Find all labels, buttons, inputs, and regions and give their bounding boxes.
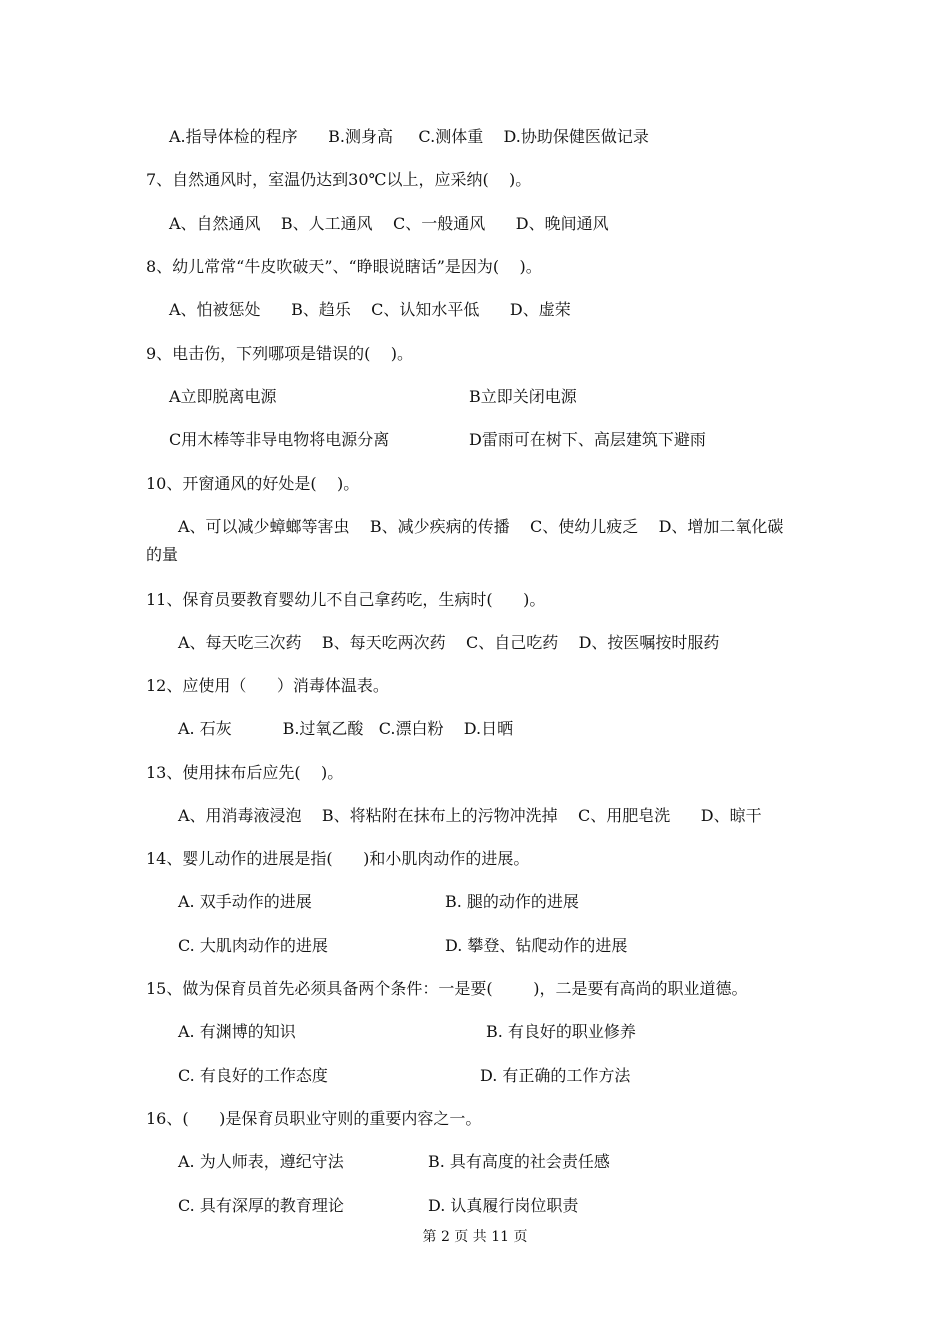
q16-option-d: D. 认真履行岗位职责 [428, 1196, 579, 1215]
q9-option-d: D雷雨可在树下、高层建筑下避雨 [469, 430, 706, 449]
q15-option-d: D. 有正确的工作方法 [480, 1066, 631, 1085]
q10-options-continued: 的量 [146, 545, 179, 564]
q8-options: A、怕被惩处 B、趋乐 C、认知水平低 D、虚荣 [169, 300, 571, 319]
q9-option-b: B立即关闭电源 [469, 387, 577, 406]
page-footer: 第 2 页 共 11 页 [422, 1229, 528, 1245]
question-13: 13、使用抹布后应先( )。 [146, 763, 344, 782]
q15-option-a: A. 有渊博的知识 [178, 1022, 296, 1041]
q11-options: A、每天吃三次药 B、每天吃两次药 C、自己吃药 D、按医嘱按时服药 [178, 633, 720, 652]
question-11: 11、保育员要教育婴幼儿不自己拿药吃，生病时( )。 [146, 590, 546, 609]
question-15: 15、做为保育员首先必须具备两个条件：一是要( )，二是要有高尚的职业道德。 [146, 979, 748, 998]
q10-options: A、可以减少蟑螂等害虫 B、减少疾病的传播 C、使幼儿疲乏 D、增加二氧化碳 [178, 517, 784, 536]
question-12: 12、应使用（ ）消毒体温表。 [146, 676, 389, 695]
q16-option-b: B. 具有高度的社会责任感 [428, 1152, 610, 1171]
q9-option-a: A立即脱离电源 [169, 387, 277, 406]
q14-option-b: B. 腿的动作的进展 [445, 892, 579, 911]
question-7: 7、自然通风时，室温仍达到30℃以上，应采纳( )。 [146, 170, 532, 189]
q14-option-a: A. 双手动作的进展 [178, 892, 312, 911]
q14-option-c: C. 大肌肉动作的进展 [178, 936, 328, 955]
q12-options: A. 石灰 B.过氧乙酸 C.漂白粉 D.日晒 [178, 719, 514, 738]
question-14: 14、婴儿动作的进展是指( )和小肌肉动作的进展。 [146, 849, 530, 868]
question-10: 10、开窗通风的好处是( )。 [146, 474, 360, 493]
q6-options: A.指导体检的程序 B.测身高 C.测体重 D.协助保健医做记录 [169, 127, 649, 146]
q9-option-c: C用木棒等非导电物将电源分离 [169, 430, 390, 449]
question-8: 8、幼儿常常“牛皮吹破天”、“睁眼说瞎话”是因为( )。 [146, 257, 542, 276]
q14-option-d: D. 攀登、钻爬动作的进展 [445, 936, 628, 955]
q7-options: A、自然通风 B、人工通风 C、一般通风 D、晚间通风 [169, 214, 609, 233]
q15-option-c: C. 有良好的工作态度 [178, 1066, 328, 1085]
q16-option-a: A. 为人师表，遵纪守法 [178, 1152, 344, 1171]
q15-option-b: B. 有良好的职业修养 [486, 1022, 636, 1041]
question-9: 9、电击伤，下列哪项是错误的( )。 [146, 344, 414, 363]
q13-options: A、用消毒液浸泡 B、将粘附在抹布上的污物冲洗掉 C、用肥皂洗 D、晾干 [178, 806, 762, 825]
q16-option-c: C. 具有深厚的教育理论 [178, 1196, 344, 1215]
question-16: 16、( )是保育员职业守则的重要内容之一。 [146, 1109, 482, 1128]
